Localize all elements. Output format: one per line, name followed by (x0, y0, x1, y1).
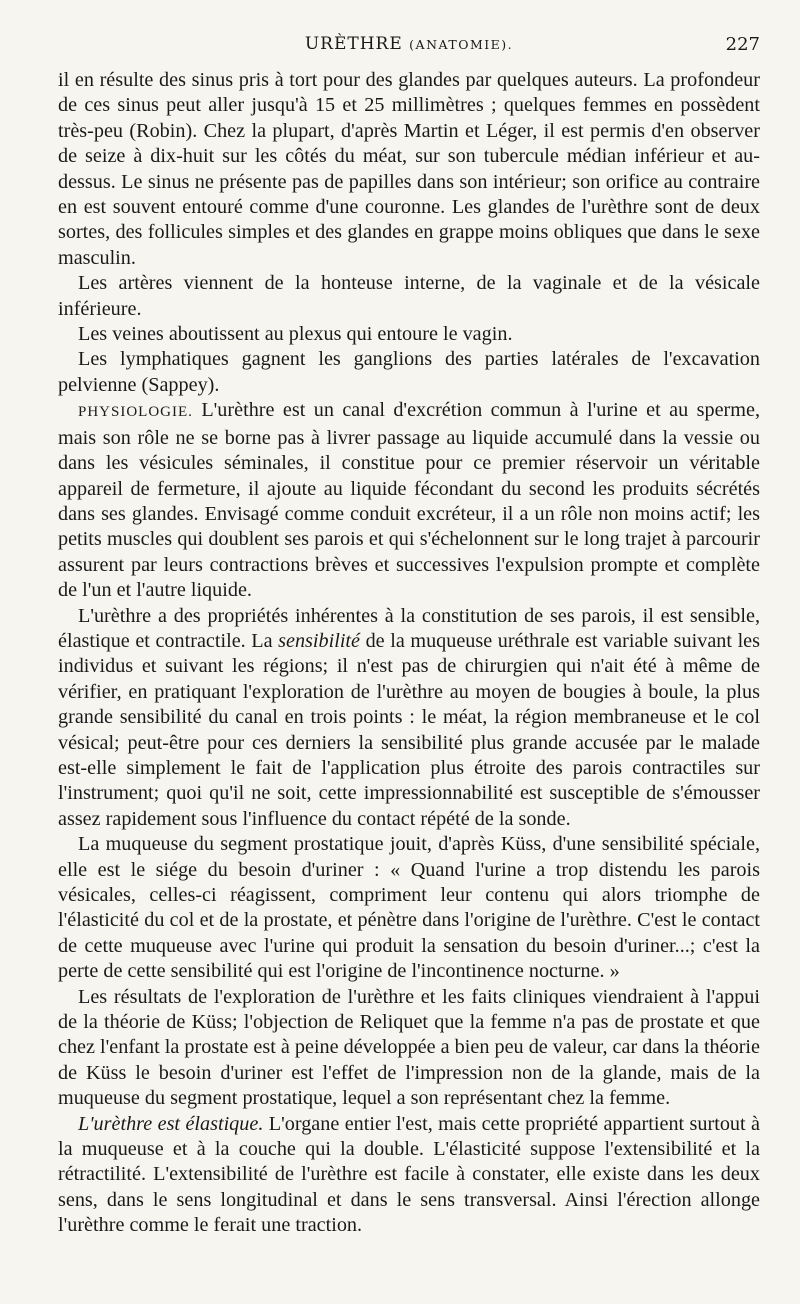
running-head (58, 30, 760, 68)
term-urethre-elastique: L'urèthre est élastique. (78, 1112, 264, 1135)
paragraph-exploration-results: Les résultats de l'exploration de l'urèthre et les faits cliniques viendraient à l'appui de la théorie de Küss; l'objection de Reliquet que la femme n'a pas de prostate et que chez l'enfant la prostate est à peine développée a bien peu de valeur, car dans la théorie de Küss le besoin d'uriner est l'effet de l'impression non de la glande, mais de la muqueuse du segment prostatique, lequel a son représentant chez la femme. (58, 985, 760, 1110)
body-text (58, 68, 760, 1239)
running-title-sub: (ANATOMIE). (409, 37, 514, 52)
paragraph-lymphatics: Les lymphatiques gagnent les ganglions des parties latérales de l'excavation pelvienne (Sappey). (58, 348, 760, 396)
paragraph-sensibility-after: de la muqueuse uréthrale est variable suivant les individus et suivant les régions; il n'est pas de chirurgien qui n'ait été à même de vérifier, en pratiquant l'exploration de l'urèthre au moyen de bougies à boule, la plus grande sensibilité du canal en trois points : le méat, la région membraneuse et le col vésical; peut-être pour ces derniers la sensibilité plus grande accusée par le malade est-elle simplement le fait de l'application plus étroite des parois contractiles sur l'instrument; quoi qu'il ne soit, cette impressionnabilité est susceptible de s'émousser assez rapidement sous l'influence du contact répété de la sonde. (58, 629, 760, 830)
paragraph-sensibility (58, 604, 760, 833)
term-sensibilite: sensibilité (278, 629, 361, 652)
section-heading-physiology: PHYSIOLOGIE. (78, 404, 193, 421)
paragraph-sensibility-before: L'urèthre a des propriétés inhérentes à la constitution de ses parois, il est sensible, élastique et contractile. La (58, 604, 760, 652)
paragraph-elasticity-text: L'organe entier l'est, mais cette propriété appartient surtout à la muqueuse et à la couche qui la double. L'élasticité suppose l'extensibilité et la rétractilité. L'extensibilité de l'urèthre est facile à constater, elle existe dans les deux sens, dans le sens longitudinal et dans le sens transversal. Ainsi l'érection allonge l'urèthre comme le ferait une traction. (58, 1112, 760, 1237)
paragraph-prostatic-mucosa: La muqueuse du segment prostatique jouit, d'après Küss, d'une sensibilité spéciale, elle est le siége du besoin d'uriner : « Quand l'urine a trop distendu les parois vésicales, celles-ci réagissent, compriment leur contenu qui alors triomphe de l'élasticité du col et de la prostate, et pénètre dans l'origine de l'urèthre. C'est le contact de cette muqueuse avec l'urine qui produit la sensation du besoin d'uriner...; c'est la perte de cette sensibilité qui est l'origine de l'incontinence nocturne. » (58, 833, 760, 983)
paragraph-physiology-text: L'urèthre est un canal d'excrétion commun à l'urine et au sperme, mais son rôle ne se borne pas à livrer passage au liquide accumulé dans la vessie ou dans les vésicules séminales, il constitue pour ce premier réservoir un véritable appareil de fermeture, il ajoute au liquide fécondant du second les produits sécrétés dans ses glandes. Envisagé comme conduit excréteur, il a un rôle non moins actif; les petits muscles qui doublent ses parois et qui s'échelonnent sur le long trajet à parcourir assurent par leurs contractions brèves et successives l'expulsion prompte et complète de l'un et l'autre liquide. (58, 399, 760, 602)
paragraph-glands: il en résulte des sinus pris à tort pour des glandes par quelques auteurs. La profondeur de ces sinus peut aller jusqu'à 15 et 25 millimètres ; quelques femmes en possèdent très-peu (Robin). Chez la plupart, d'après Martin et Léger, il est permis d'en observer de seize à dix-huit sur les côtés du méat, sur son tubercule médian inférieur et au-dessus. Le sinus ne présente pas de papilles dans son intérieur; son orifice au contraire en est souvent entouré comme d'une couronne. Les glandes de l'urèthre sont de deux sortes, des follicules simples et des glandes en grappe moins obliques que dans le sexe masculin. (58, 69, 760, 269)
running-title (58, 34, 760, 54)
paragraph-physiology (58, 398, 760, 603)
page-number: 227 (725, 34, 760, 55)
paragraph-elasticity (58, 1112, 760, 1239)
running-title-main: URÈTHRE (304, 34, 403, 54)
paragraph-arteries: Les artères viennent de la honteuse interne, de la vaginale et de la vésicale inférieure. (58, 272, 760, 320)
paragraph-veins: Les veines aboutissent au plexus qui entoure le vagin. (78, 323, 513, 346)
